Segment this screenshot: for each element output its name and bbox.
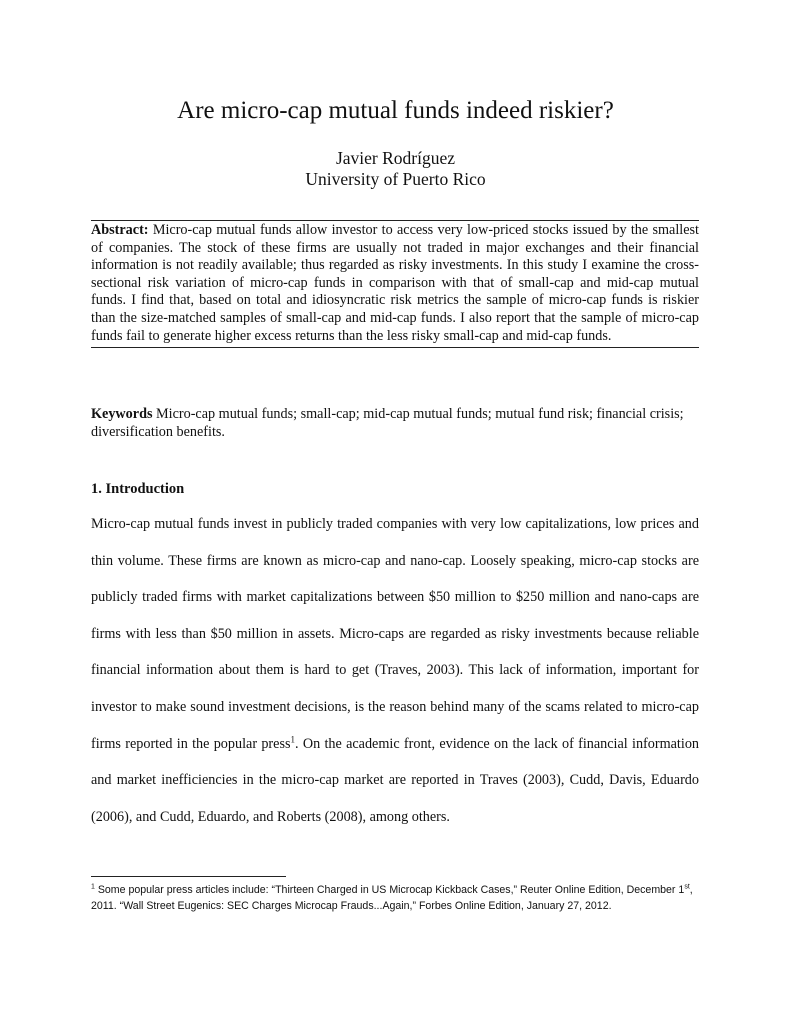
introduction-text-part-2: . On the academic front, evidence on the lack of financial information and market inefficiencies in the micro-cap market are reported in Traves (2003), Cudd, Davis, Eduardo (2006), and Cudd, Eduardo, and Roberts (2008), among others. [91, 735, 700, 825]
footnote [91, 883, 706, 914]
footnote-ordinal-suffix: st [684, 883, 690, 891]
abstract-body: Micro-cap mutual funds allow investor to access very low-priced stocks issued by the smallest of companies. The stock of these firms are usually not traded in major exchanges and their financial information is not readily available; thus regarded as risky investments. In this study I examine the cross-sectional risk variation of micro-cap funds in comparison with that of small-cap and mid-cap mutual funds. I find that, based on total and idiosyncratic risk metrics the sample of micro-cap funds is riskier than the size-matched samples of small-cap and mid-cap funds. I also report that the sample of micro-cap funds fail to generate higher excess returns than the less risky small-cap and mid-cap funds. [91, 222, 699, 344]
footnote-reference[interactable]: 1 [290, 733, 295, 744]
footnote-text-part-2: , 2011. “Wall Street Eugenics: SEC Charges Microcap Frauds...Again,” Forbes Online Edition, January 27, 2012. [91, 884, 693, 912]
footnote-divider [91, 876, 286, 877]
author-name: Javier Rodríguez [335, 148, 456, 168]
footnote-marker: 1 [91, 883, 95, 891]
section-heading-introduction: 1. Introduction [91, 481, 185, 497]
abstract-box [91, 220, 699, 348]
author-block [0, 148, 791, 190]
introduction-text-part-1: Micro-cap mutual funds invest in publicly traded companies with very low capitalizations, low prices and thin volume. These firms are known as micro-cap and nano-cap. Loosely speaking, micro-cap stocks are publicly traded firms with market capitalizations between $50 million to $250 million and nano-caps are firms with less than $50 million in assets. Micro-caps are regarded as risky investments because reliable financial information about them is hard to get (Traves, 2003). This lack of information, important for investor to make sound investment decisions, is the reason behind many of the scams related to micro-cap firms reported in the popular press [91, 516, 699, 752]
abstract-label: Abstract: [91, 222, 149, 238]
footnote-text-part-1: Some popular press articles include: “Thirteen Charged in US Microcap Kickback Cases,” Reuter Online Edition, December 1 [94, 884, 685, 896]
paper-title: Are micro-cap mutual funds indeed riskier? [177, 97, 614, 124]
abstract-paragraph [91, 222, 699, 345]
introduction-paragraph [91, 506, 699, 835]
keywords-paragraph [91, 406, 699, 441]
author-affiliation: University of Puerto Rico [305, 169, 486, 189]
keywords-label: Keywords [91, 406, 153, 422]
keywords-body: Micro-cap mutual funds; small-cap; mid-cap mutual funds; mutual fund risk; financial crisis; diversification benefits. [91, 406, 684, 440]
